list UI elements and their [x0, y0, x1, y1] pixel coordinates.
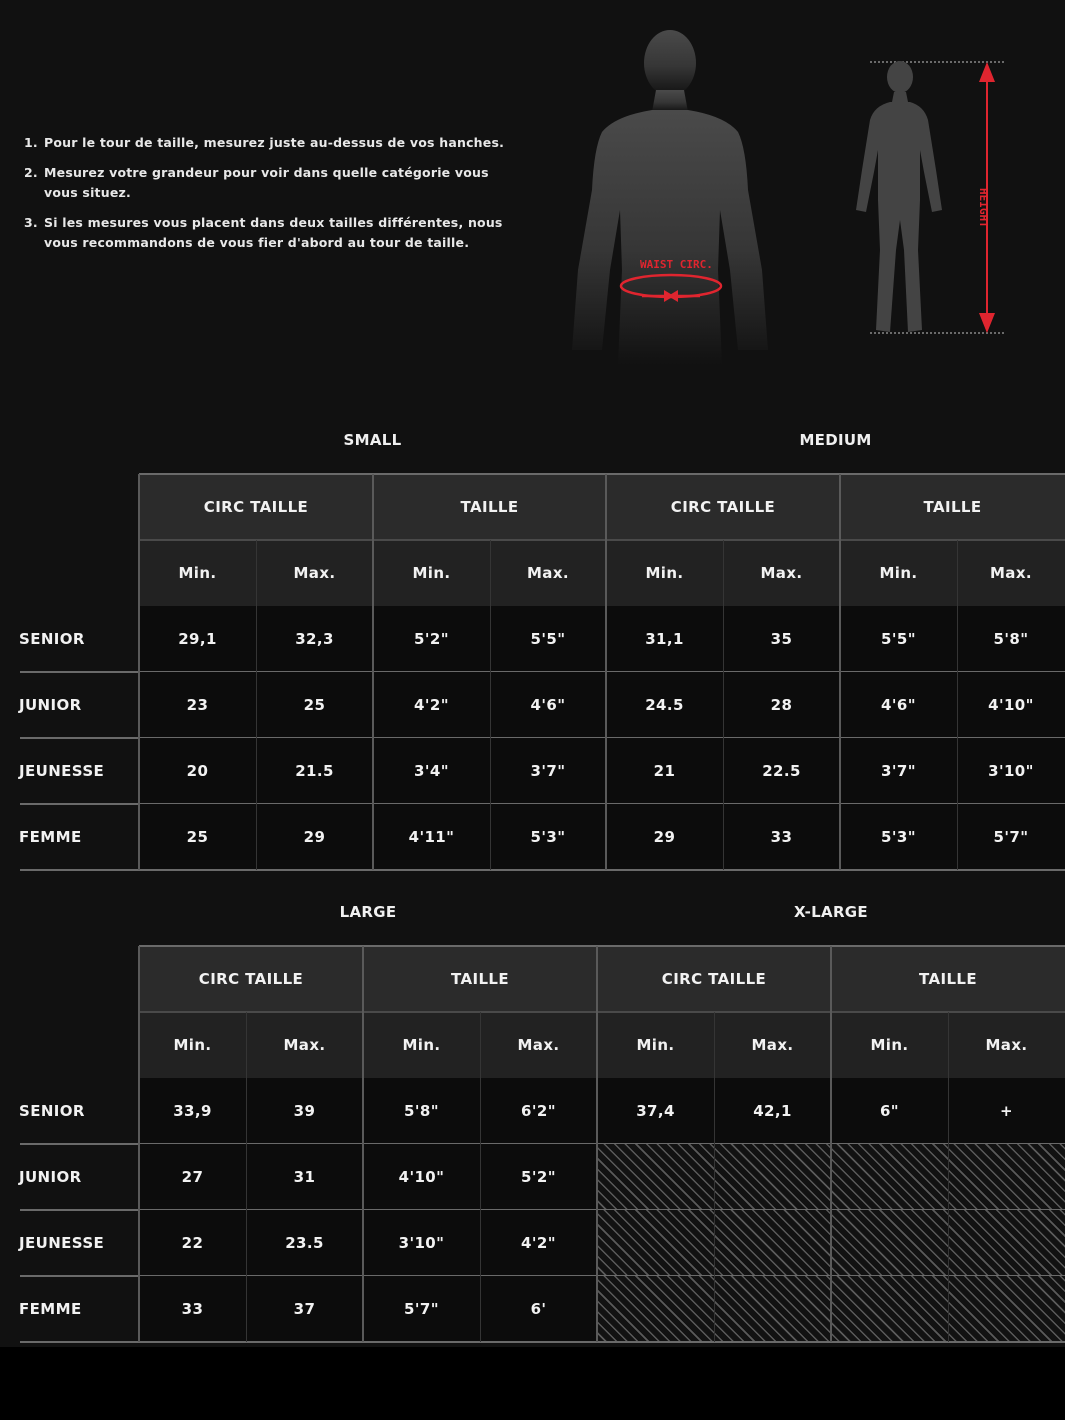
- table-cell: 3'4": [373, 738, 490, 804]
- table-cell: 29,1: [139, 606, 256, 672]
- range-header: Min.: [597, 1012, 714, 1078]
- range-header: Max.: [714, 1012, 831, 1078]
- measure-header: TAILLE: [840, 474, 1065, 540]
- range-header: Max.: [480, 1012, 597, 1078]
- range-header: Max.: [948, 1012, 1065, 1078]
- table-cell: 31,1: [606, 606, 723, 672]
- column-divider: [372, 474, 374, 870]
- table-cell: 28: [723, 672, 840, 738]
- table-cell: 42,1: [714, 1078, 831, 1144]
- body-side-silhouette-icon: [840, 50, 1040, 350]
- table-cell: 5'5": [840, 606, 957, 672]
- range-header: Min.: [139, 1012, 246, 1078]
- table-cell: 5'8": [957, 606, 1065, 672]
- range-header: Min.: [363, 1012, 480, 1078]
- size-group-title: LARGE: [339, 903, 397, 921]
- hero-section: [0, 0, 1065, 400]
- range-header: Max.: [490, 540, 606, 606]
- table-cell: 5'5": [490, 606, 606, 672]
- size-chart: [0, 400, 1065, 1347]
- row-label: JUNIOR: [19, 696, 82, 714]
- instruction-item: 3. Si les mesures vous placent dans deux tailles différentes, nous vous recommandons de vous fier d'abord au tour de taille.: [24, 215, 503, 250]
- table-cell: 35: [723, 606, 840, 672]
- table-cell: 33,9: [139, 1078, 246, 1144]
- table-cell: 5'3": [840, 804, 957, 870]
- row-label: JEUNESSE: [19, 762, 105, 780]
- table-cell: 3'7": [840, 738, 957, 804]
- table-cell: 32,3: [256, 606, 373, 672]
- table-cell: 4'10": [957, 672, 1065, 738]
- waist-figure: [560, 20, 790, 365]
- table-cell: +: [948, 1078, 1065, 1144]
- row-label: SENIOR: [19, 1102, 85, 1120]
- waist-label: WAIST CIRC.: [640, 258, 713, 271]
- subcolumn-divider: [714, 1012, 715, 1342]
- table-cell: 5'8": [363, 1078, 480, 1144]
- row-divider: [20, 1341, 1065, 1343]
- subcolumn-divider: [948, 1012, 949, 1342]
- column-divider: [839, 474, 841, 870]
- subcolumn-divider: [490, 540, 491, 870]
- range-header: Max.: [957, 540, 1065, 606]
- column-divider: [362, 946, 364, 1342]
- measure-header: CIRC TAILLE: [139, 946, 363, 1012]
- table-top-border: [139, 473, 1065, 475]
- table-cell: 4'2": [373, 672, 490, 738]
- table-cell: 31: [246, 1144, 363, 1210]
- subcolumn-divider: [480, 1012, 481, 1342]
- table-cell: 39: [246, 1078, 363, 1144]
- range-header: Max.: [723, 540, 840, 606]
- range-header: Min.: [840, 540, 957, 606]
- measure-header: CIRC TAILLE: [139, 474, 373, 540]
- column-divider: [138, 474, 140, 870]
- measurement-instructions: [24, 133, 524, 263]
- instruction-item: 2. Mesurez votre grandeur pour voir dans quelle catégorie vous vous situez.: [24, 165, 489, 200]
- row-label: SENIOR: [19, 630, 85, 648]
- table-cell: 22.5: [723, 738, 840, 804]
- column-divider: [605, 474, 607, 870]
- table-cell: 5'7": [363, 1276, 480, 1342]
- table-cell: 21: [606, 738, 723, 804]
- table-cell: 24.5: [606, 672, 723, 738]
- instruction-item: 1. Pour le tour de taille, mesurez juste au-dessus de vos hanches.: [24, 135, 505, 150]
- measure-header: TAILLE: [373, 474, 606, 540]
- table-cell: 5'2": [480, 1144, 597, 1210]
- row-label: JUNIOR: [19, 1168, 82, 1186]
- table-cell: 27: [139, 1144, 246, 1210]
- table-cell: 33: [139, 1276, 246, 1342]
- column-divider: [830, 946, 832, 1342]
- table-cell: 25: [256, 672, 373, 738]
- range-header: Max.: [256, 540, 373, 606]
- table-cell: 37,4: [597, 1078, 714, 1144]
- subcolumn-divider: [723, 540, 724, 870]
- measure-header: TAILLE: [831, 946, 1065, 1012]
- column-divider: [596, 946, 598, 1342]
- table-cell: 22: [139, 1210, 246, 1276]
- table-cell: 5'2": [373, 606, 490, 672]
- header-divider: [139, 1011, 1065, 1013]
- table-cell: 4'6": [490, 672, 606, 738]
- row-label: JEUNESSE: [19, 1234, 105, 1252]
- table-cell: 3'7": [490, 738, 606, 804]
- table-cell: 4'10": [363, 1144, 480, 1210]
- range-header: Min.: [373, 540, 490, 606]
- table-cell: 21.5: [256, 738, 373, 804]
- table-cell: 5'7": [957, 804, 1065, 870]
- range-header: Min.: [831, 1012, 948, 1078]
- table-cell: 4'2": [480, 1210, 597, 1276]
- table-cell: 37: [246, 1276, 363, 1342]
- table-cell: 4'11": [373, 804, 490, 870]
- table-cell: 6": [831, 1078, 948, 1144]
- table-cell: 23.5: [246, 1210, 363, 1276]
- table-cell: 25: [139, 804, 256, 870]
- range-header: Min.: [139, 540, 256, 606]
- table-cell: 4'6": [840, 672, 957, 738]
- subcolumn-divider: [246, 1012, 247, 1342]
- row-divider: [20, 869, 1065, 871]
- column-divider: [138, 946, 140, 1342]
- height-label: HEIGHT: [977, 188, 990, 228]
- table-cell: 29: [256, 804, 373, 870]
- table-cell: 6'2": [480, 1078, 597, 1144]
- measure-header: CIRC TAILLE: [606, 474, 840, 540]
- row-label: FEMME: [19, 1300, 82, 1318]
- table-top-border: [139, 945, 1065, 947]
- table-cell: 33: [723, 804, 840, 870]
- table-cell: 23: [139, 672, 256, 738]
- size-group-title: X-LARGE: [794, 903, 868, 921]
- table-cell: 3'10": [363, 1210, 480, 1276]
- height-figure: [840, 50, 1040, 350]
- table-cell: 29: [606, 804, 723, 870]
- range-header: Max.: [246, 1012, 363, 1078]
- header-divider: [139, 539, 1065, 541]
- size-group-title: SMALL: [343, 431, 402, 449]
- table-cell: 3'10": [957, 738, 1065, 804]
- table-cell: 6': [480, 1276, 597, 1342]
- table-cell: 5'3": [490, 804, 606, 870]
- row-label: FEMME: [19, 828, 82, 846]
- size-group-title: MEDIUM: [799, 431, 872, 449]
- table-cell: 20: [139, 738, 256, 804]
- subcolumn-divider: [957, 540, 958, 870]
- range-header: Min.: [606, 540, 723, 606]
- body-front-silhouette-icon: [560, 20, 790, 365]
- measure-header: TAILLE: [363, 946, 597, 1012]
- measure-header: CIRC TAILLE: [597, 946, 831, 1012]
- subcolumn-divider: [256, 540, 257, 870]
